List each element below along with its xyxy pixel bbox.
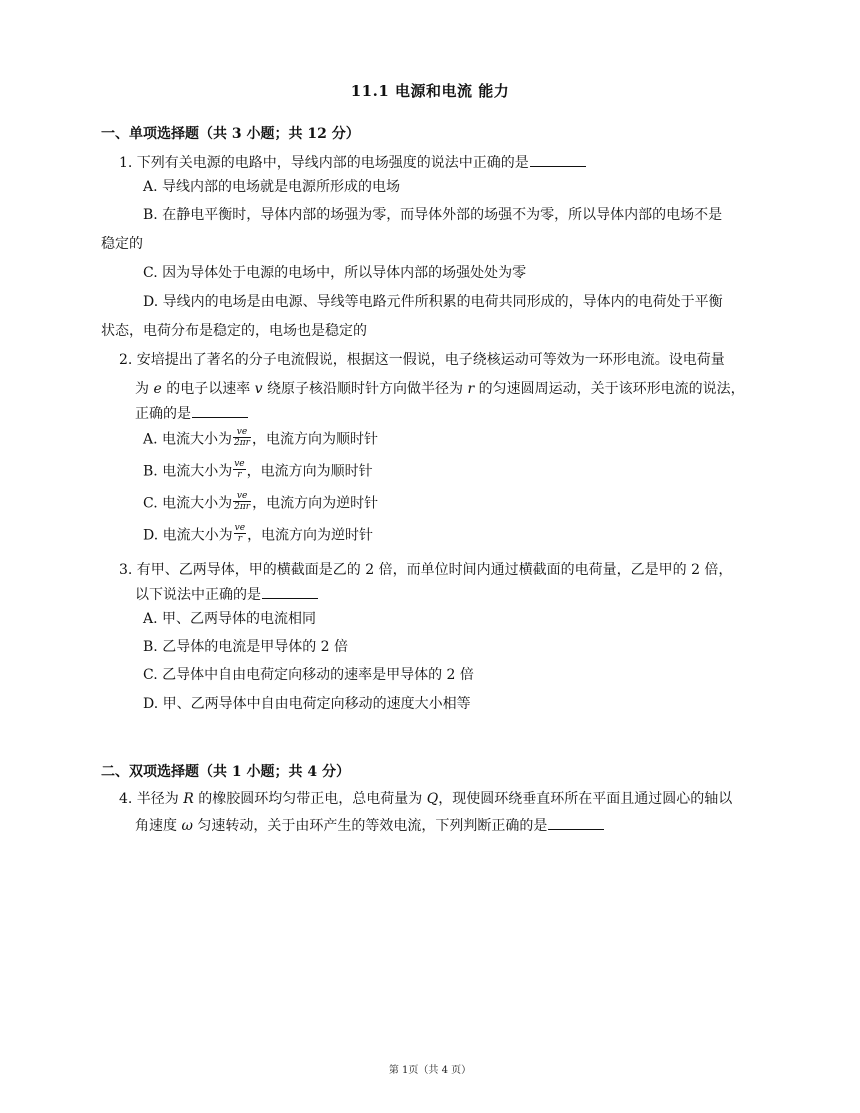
denominator: r [237, 470, 242, 480]
option-label: C. [143, 495, 158, 512]
question-2-stem-line3 [135, 405, 248, 423]
q1-option-b-line1: B. 在静电平衡时，导体内部的场强为零，而导体外部的场强不为零，所以导体内部的电场不是 [143, 207, 723, 223]
denominator: 2πr [234, 438, 250, 448]
numerator: ve [234, 459, 245, 469]
q2-text: 为 [135, 381, 149, 397]
q1-option-d-line1: D. 导线内的电场是由电源、导线等电路元件所积累的电荷共同形成的，导体内的电荷处于平衡 [143, 294, 723, 310]
answer-blank-q4[interactable] [548, 817, 604, 830]
q2-text: 正确的是 [135, 406, 191, 422]
speed-variable: v [254, 381, 263, 397]
q2-text: 绕原子核沿顺时针方向做半径为 [267, 381, 464, 397]
q4-text: 4. 半径为 [119, 791, 179, 807]
q2-option-b [143, 461, 373, 482]
fraction-ve-over-2pir [233, 427, 251, 448]
option-text: ，电流方向为逆时针 [247, 527, 374, 544]
section-heading-double-choice: 二、双项选择题（共 1 小题；共 4 分） [101, 764, 350, 780]
fraction-ve-over-r [233, 459, 245, 480]
q3-text: 以下说法中正确的是 [135, 587, 261, 603]
radius-variable: r [467, 381, 475, 397]
option-text: 电流大小为 [162, 527, 233, 544]
q3-option-c: C. 乙导体中自由电荷定向移动的速率是甲导体的 2 倍 [143, 667, 474, 683]
option-text: ，电流方向为逆时针 [252, 495, 379, 512]
question-1-text: 1. 下列有关电源的电路中，导线内部的电场强度的说法中正确的是 [119, 155, 529, 171]
page-footer: 第 1页（共 4 页） [388, 1065, 472, 1076]
q2-option-a [143, 429, 378, 450]
question-3-stem-line1: 3. 有甲、乙两导体，甲的横截面是乙的 2 倍，而单位时间内通过横截面的电荷量，乙是甲的 2 倍， [119, 562, 733, 578]
q3-option-b: B. 乙导体的电流是甲导体的 2 倍 [143, 639, 348, 655]
q3-option-d: D. 甲、乙两导体中自由电荷定向移动的速度大小相等 [143, 696, 471, 712]
q3-option-a: A. 甲、乙两导体的电流相同 [143, 611, 317, 627]
denominator: r [237, 534, 242, 544]
option-label: A. [143, 431, 158, 448]
q4-text: 的橡胶圆环均匀带正电，总电荷量为 [198, 791, 423, 807]
question-1-stem [119, 154, 586, 172]
numerator: ve [233, 491, 251, 502]
option-text: ，电流方向为顺时针 [251, 431, 378, 448]
answer-blank-q1[interactable] [530, 154, 586, 167]
q4-text: 匀速转动，关于由环产生的等效电流，下列判断正确的是 [197, 818, 548, 834]
fraction-ve-over-r [234, 523, 246, 544]
question-2-stem-line1: 2. 安培提出了著名的分子电流假说，根据这一假说，电子绕核运动可等效为一环形电流。设电荷量 [119, 352, 725, 368]
fraction-ve-over-2pir [233, 491, 251, 512]
charge-variable: e [153, 381, 162, 397]
option-text: 电流大小为 [162, 495, 233, 512]
q2-text: 的匀速圆周运动，关于该环形电流的说法， [478, 381, 745, 397]
q1-option-d-line2: 状态，电荷分布是稳定的，电场也是稳定的 [101, 323, 367, 339]
option-label: D. [143, 527, 159, 544]
angular-velocity-variable: ω [181, 818, 193, 834]
numerator: ve [233, 427, 251, 438]
denominator: 2πr [234, 502, 251, 512]
q2-option-c [143, 493, 378, 514]
answer-blank-q3[interactable] [262, 586, 318, 599]
section-heading-single-choice: 一、单项选择题（共 3 小题；共 12 分） [101, 126, 360, 142]
question-3-stem-line2 [135, 586, 318, 604]
question-2-stem-line2 [135, 380, 745, 398]
q4-text: ，现使圆环绕垂直环所在平面且通过圆心的轴以 [438, 791, 733, 807]
question-4-stem-line1 [119, 790, 732, 808]
q2-text: 的电子以速率 [166, 381, 251, 397]
numerator: ve [234, 523, 246, 533]
option-label: B. [143, 463, 158, 480]
charge-variable: Q [426, 791, 439, 807]
q2-option-d [143, 525, 373, 546]
option-text: 电流大小为 [162, 431, 233, 448]
radius-variable: R [183, 791, 194, 807]
q1-option-b-line2: 稳定的 [101, 236, 143, 252]
page-title: 11.1 电源和电流 能力 [350, 82, 510, 100]
option-text: ，电流方向为顺时针 [246, 463, 373, 480]
answer-blank-q2[interactable] [192, 405, 248, 418]
question-4-stem-line2 [135, 817, 604, 835]
q1-option-c: C. 因为导体处于电源的电场中，所以导体内部的场强处处为零 [143, 265, 527, 281]
option-text: 电流大小为 [162, 463, 233, 480]
q1-option-a: A. 导线内部的电场就是电源所形成的电场 [143, 179, 401, 195]
q4-text: 角速度 [135, 818, 177, 834]
